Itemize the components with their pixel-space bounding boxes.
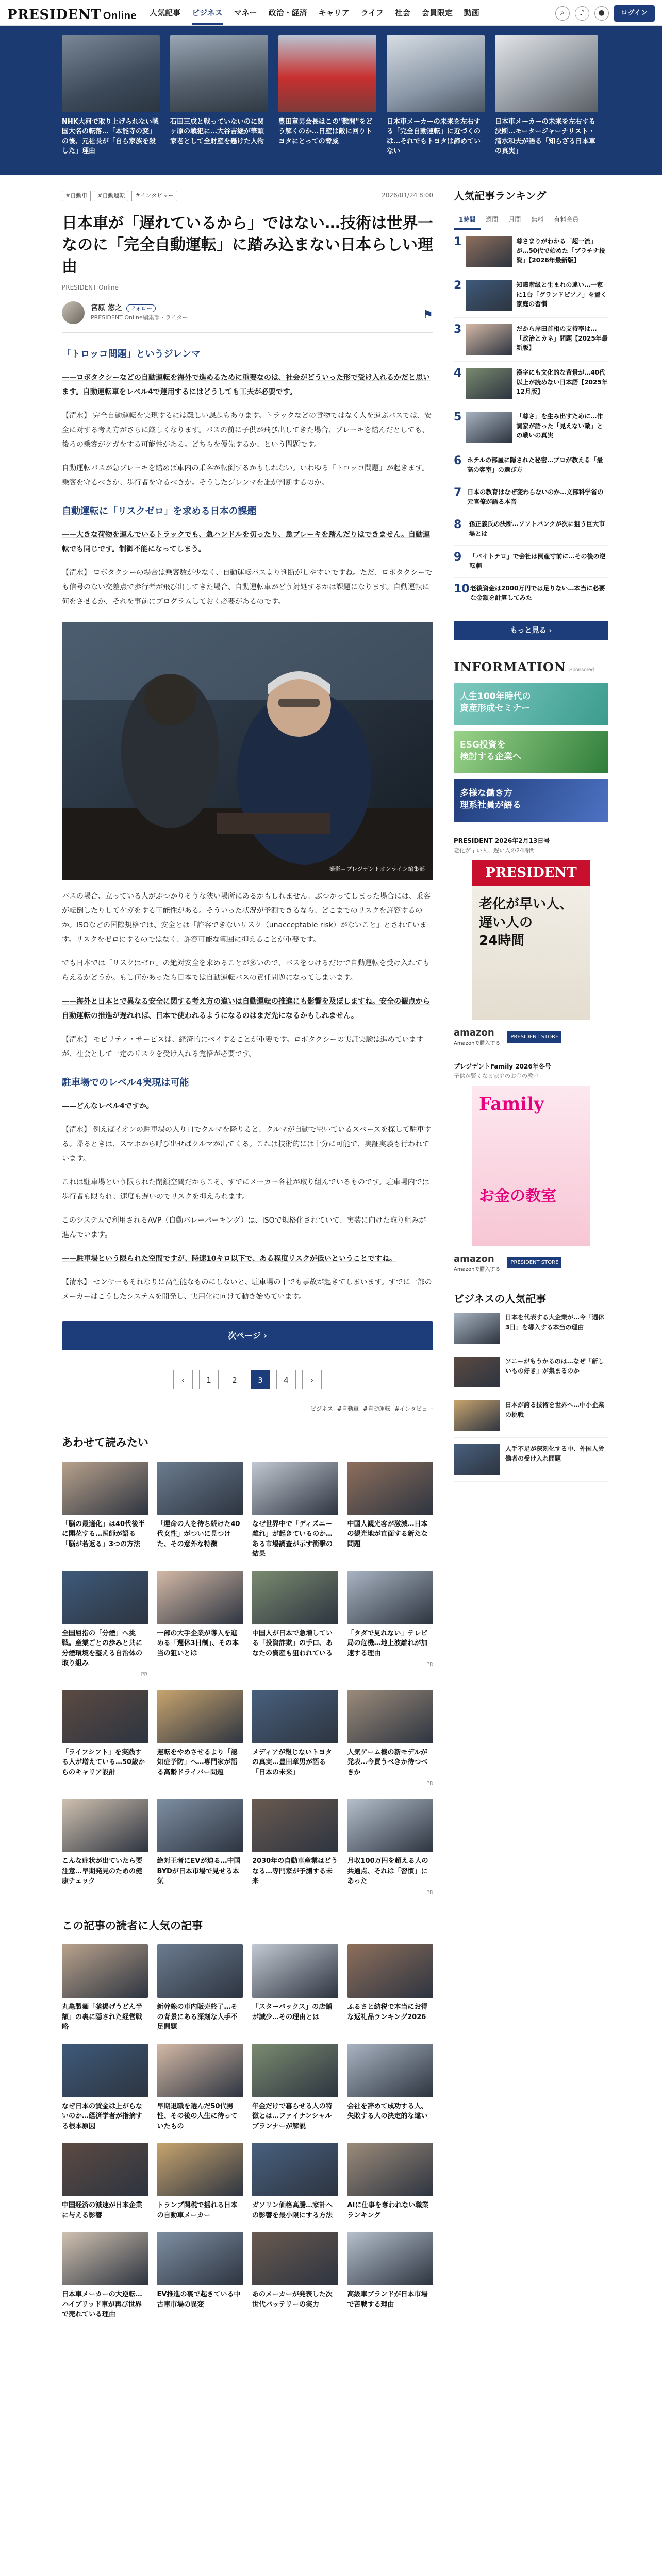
- sponsored-label: PR: [426, 1889, 433, 1895]
- header-actions: [555, 5, 655, 22]
- body-paragraph: これは駐車場という限られた閉鎖空間だからこそ、すでにメーカー各社が取り組んでいるものです。駐車場内では歩行者も限られ、速度も遅いのでリスクを抑えられます。: [62, 1178, 429, 1201]
- biz-item[interactable]: [454, 1350, 608, 1394]
- article-title: 日本車が「遅れているから」ではない…技術は世界一なのに「完全自動運転」に踏み込まない日本らしい理由: [62, 214, 433, 276]
- biz-title-text: 日本が誇る技術を世界へ…中小企業の挑戦: [505, 1401, 605, 1418]
- related-title: あわせて読みたい: [62, 1436, 148, 1449]
- chevron-right-icon: ›: [549, 626, 552, 635]
- article-card[interactable]: [157, 1944, 243, 2032]
- card-thumbnail: [62, 2044, 148, 2097]
- body-paragraph: 【清水】 完全自動運転を実現するには難しい課題もあります。トラックなどの貨物ではなく人を運ぶバスでは、安全に対する考え方がさらに厳しくなります。バスの前に子供が飛び出してきた場合、ブレーキを踏んだとしても、後ろの乗客がケガをする可能性がある。どちらを優先するか、という問題です。: [62, 411, 432, 449]
- rank-title: ホテルの部屋に隠された秘密…プロが教える「最高の客室」の選び方: [467, 456, 603, 473]
- article-card[interactable]: [157, 1690, 243, 1788]
- card-title: 高級車ブランドが日本市場で苦戦する理由: [347, 2291, 428, 2309]
- article-tag[interactable]: #インタビュー: [131, 191, 177, 201]
- tab-week[interactable]: 週間: [486, 216, 499, 223]
- card-thumbnail: [252, 2232, 338, 2285]
- card-title: 「脳の最適化」は40代後半に開花する…医師が語る「脳が若返る」3つの方法: [62, 1520, 145, 1548]
- author-info: [91, 303, 188, 323]
- rank-thumbnail: [466, 412, 512, 443]
- card-title: 運転をやめさせるより「認知症予防」へ…専門家が語る高齢ドライバー問題: [157, 1748, 238, 1776]
- card-title: 丸亀製麺「釜揚げうどん半額」の裏に隠された経営戦略: [62, 2003, 143, 2031]
- card-thumbnail: [62, 1462, 148, 1515]
- cover-masthead: Family: [479, 1093, 544, 1114]
- card-title: なぜ世界中で「ディズニー離れ」が起きているのか…ある市場調査が示す衝撃の結果: [252, 1520, 333, 1558]
- rank-title: 知識階級と生まれの違い…一家に1台「グランドピアノ」を置く家庭の習慣: [516, 281, 607, 308]
- rank-title: 孫正義氏の決断…ソフトバンクが次に狙う巨大市場とは: [469, 520, 605, 537]
- page-number[interactable]: 2: [225, 1370, 244, 1389]
- next-page-button[interactable]: [62, 1321, 433, 1350]
- hero-image: [170, 35, 268, 112]
- card-title: EV推進の裏で起きている中古車市場の異変: [157, 2291, 241, 2309]
- article-card[interactable]: [62, 1799, 148, 1896]
- card-title: 人気ゲーム機の新モデルが発表…今買うべきか待つべきか: [347, 1748, 428, 1776]
- card-thumbnail: [347, 2232, 434, 2285]
- biz-item[interactable]: [454, 1394, 608, 1438]
- hero-card[interactable]: [495, 35, 598, 156]
- body-paragraph: ——ロボタクシーなどの自動運転を海外で進めるために重要なのは、社会がどういった形で受け入れるかだと思います。自動運転車をレベル4で運用するにはどうしても工夫が必要です。: [62, 373, 430, 396]
- body-paragraph: ——大きな荷物を運んでいるトラックでも、急ハンドルを切ったり、急ブレーキを踏んだりはできません。自動運転でも同じです。制御不能になってしまう。: [62, 530, 430, 553]
- hero-image: [495, 35, 598, 112]
- readers-title: この記事の読者に人気の記事: [62, 1919, 203, 1932]
- bell-icon[interactable]: ♪: [575, 6, 589, 21]
- nav-politics[interactable]: 政治・経済: [268, 8, 307, 18]
- hero-card[interactable]: [278, 35, 376, 147]
- more-label: もっと見る: [510, 626, 547, 635]
- nav-popular[interactable]: 人気記事: [150, 8, 181, 18]
- card-title: トランプ関税で揺れる日本の自動車メーカー: [157, 2201, 238, 2219]
- rank-number: 3: [454, 323, 462, 336]
- amazon-label: Amazonで購入する: [454, 1041, 501, 1047]
- card-title: メディアが報じないトヨタの真実…豊田章男が語る「日本の未来」: [252, 1748, 332, 1776]
- search-icon[interactable]: ⌕: [555, 6, 570, 21]
- ranking-item[interactable]: [454, 230, 608, 274]
- card-thumbnail: [62, 1571, 148, 1624]
- sponsored-label: PR: [426, 1781, 433, 1786]
- tab-hour[interactable]: 1時間: [454, 211, 481, 230]
- card-thumbnail: [252, 1944, 338, 1998]
- magazine-cover[interactable]: [472, 860, 590, 1020]
- rank-number: 7: [454, 486, 462, 500]
- bottom-tag[interactable]: ビジネス: [310, 1405, 333, 1412]
- cover-headline: お金の教室: [479, 1187, 556, 1205]
- nav-society[interactable]: 社会: [394, 8, 410, 18]
- hero-title: 石田三成と戦っていないのに関ヶ原の戦犯に…大谷吉継が筆頭家老として全財産を懸けた人物: [170, 118, 264, 145]
- tab-month[interactable]: 月間: [508, 216, 521, 223]
- card-title: 全国屈指の「分煙」へ挑戦。産業ごとの歩みと共に分煙環境を整える自治体の取り組み: [62, 1629, 143, 1667]
- card-title: 新幹線の車内販売終了…その背景にある深刻な人手不足問題: [157, 2003, 238, 2031]
- article-card[interactable]: [62, 1462, 148, 1560]
- card-title: ガソリン価格高騰…家計への影響を最小限にする方法: [252, 2201, 333, 2219]
- article-card[interactable]: [62, 2232, 148, 2320]
- magazine-caption: プレジデントFamily 2026年冬号: [454, 1063, 551, 1071]
- cover-headline: 老化が早い人、 遅い人の 24時間: [479, 896, 573, 948]
- store-logo: PRESIDENT STORE: [507, 1257, 561, 1268]
- ranking-title: 人気記事ランキング: [454, 190, 547, 202]
- bottom-tags: [62, 1405, 433, 1414]
- rank-title: 日本の教育はなぜ変わらないのか…文部科学省の元官僚が語る本音: [467, 488, 604, 505]
- rank-title: 尊さまりがわかる「超一流」が…50代で始めた「プラチナ投資」【2026年最新版】: [516, 238, 606, 264]
- biz-list: [454, 1307, 608, 1482]
- body-paragraph: このシステムで利用されるAVP（自動バレーパーキング）は、ISOで規格化されていて、実装に向けた取り組みが進んでいます。: [62, 1216, 426, 1239]
- article-card[interactable]: [347, 1690, 434, 1788]
- section-heading: 駐車場でのレベル4実現は可能: [62, 1077, 189, 1088]
- magazine-subtitle: 老化が早い人、遅い人の24時間: [454, 846, 535, 854]
- card-thumbnail: [347, 1690, 434, 1743]
- hero-band: [0, 26, 662, 175]
- card-title: 月収100万円を超える人の共通点、それは「習慣」にあった: [347, 1857, 428, 1885]
- magazine-president: [454, 836, 608, 1048]
- card-title: あのメーカーが発表した次世代バッテリーの実力: [252, 2291, 333, 2309]
- body-paragraph: 自動運転バスが急ブレーキを踏めば車内の乗客が転倒するかもしれない。いわゆる「トロッコ問題」が起きます。乗客を守るべきか、歩行者を守るべきか。そうしたジレンマを誰が判断するのか。: [62, 464, 429, 487]
- bottom-tag[interactable]: #自動車: [337, 1405, 359, 1412]
- biz-title: ビジネスの人気記事: [454, 1292, 547, 1305]
- chevron-right-icon: ›: [263, 1330, 267, 1341]
- rank-number: 5: [454, 411, 462, 423]
- card-thumbnail: [252, 1571, 338, 1624]
- biz-thumbnail: [454, 1444, 500, 1475]
- card-thumbnail: [157, 2044, 243, 2097]
- more-button[interactable]: [454, 621, 608, 640]
- biz-item[interactable]: [454, 1307, 608, 1350]
- article-card[interactable]: [347, 2044, 434, 2132]
- card-thumbnail: [157, 1571, 243, 1624]
- article-tag[interactable]: #自動車: [62, 191, 91, 201]
- body-paragraph: 【清水】 例えばイオンの駐車場の入り口でクルマを降りると、クルマが自動で空いているスペースを探して駐車する。帰るときは、スマホから呼び出せばクルマが出てくる。これは技術的には十分に可能で、実証実験も行われています。: [62, 1125, 432, 1163]
- card-thumbnail: [252, 1462, 338, 1515]
- article-photo: [62, 622, 433, 880]
- card-thumbnail: [157, 1944, 243, 1998]
- card-thumbnail: [62, 2143, 148, 2196]
- card-title: 「タダで見れない」テレビ局の危機…地上波離れが加速する理由: [347, 1629, 428, 1657]
- tab-free[interactable]: 無料: [531, 216, 544, 223]
- biz-title-text: ソニーがもうかるのは…なぜ「新しいもの好き」が集まるのか: [505, 1357, 604, 1375]
- article-card[interactable]: [252, 1690, 338, 1788]
- page-number[interactable]: 4: [276, 1370, 296, 1389]
- publish-date: 2026/01/24 8:00: [382, 192, 433, 199]
- interview-photo-illustration: [62, 622, 433, 880]
- card-title: 一部の大手企業が導入を進める「週休3日制」、その本当の狙いとは: [157, 1629, 239, 1657]
- card-thumbnail: [157, 1690, 243, 1743]
- card-thumbnail: [157, 2143, 243, 2196]
- ranking-item[interactable]: [454, 362, 608, 405]
- author-avatar[interactable]: [62, 301, 85, 324]
- banner-text: 人生100年時代の 資産形成セミナー: [460, 691, 531, 714]
- rank-number: 2: [454, 279, 462, 292]
- amazon-label: Amazonで購入する: [454, 1266, 501, 1273]
- biz-thumbnail: [454, 1313, 500, 1344]
- card-title: 年金だけで暮らせる人の特徴とは…ファイナンシャルプランナーが解説: [252, 2102, 333, 2130]
- card-thumbnail: [252, 2143, 338, 2196]
- body-paragraph: 【清水】 センサーもそれなりに高性能なものにしないと、駐車場の中でも事故が起きてしまいます。すでに一部のメーカーはこうしたシステムを開発し、実用化に向けて動き始めています。: [62, 1278, 432, 1301]
- ranking-tabs: [454, 211, 608, 230]
- photo-caption: 撮影＝プレジデントオンライン編集部: [329, 866, 425, 872]
- banner-text: ESG投資を 検討する企業へ: [460, 739, 521, 762]
- rank-title: 「尊さ」を生み出すために…作詞家が語った「見えない敵」との戦いの真実: [516, 413, 603, 439]
- body-paragraph: バスの場合、立っている人がぶつかりそうな狭い場所にあるかもしれません。ぶつかってしまった場合には、乗客が転倒したりしてケガをする可能性がある。そういった状況が予測できるなら、どこまでのリスクを許容するのか。ISOなどの国際規格では、安全とは「許容できないリスク（unacceptable risk）がないこと」とされています。リスクをゼロにするのではなく、許容可能な範囲に抑えることが重要です。: [62, 892, 431, 944]
- hero-image: [387, 35, 485, 112]
- article-card[interactable]: [347, 1462, 434, 1560]
- rank-number: 4: [454, 367, 462, 380]
- card-title: 日本車メーカーの大逆転…ハイブリッド車が再び世界で売れている理由: [62, 2291, 142, 2318]
- hero-title: 日本車メーカーの未来を左右する「完全自動運転」に近づくのは…それでもトヨタは諦めていない: [387, 118, 481, 155]
- article-card[interactable]: [62, 1690, 148, 1788]
- author-role: PRESIDENT Online編集部・ライター: [91, 314, 188, 321]
- president-store-link[interactable]: [507, 1031, 561, 1043]
- hero-image: [278, 35, 376, 112]
- body-paragraph: 【清水】 モビリティ・サービスは、経済的にペイすることが重要です。ロボタクシーの実証実験は進めていますが、社会として一定のリスクを受け入れる覚悟が必要です。: [62, 1035, 424, 1058]
- card-title: なぜ日本の賃金は上がらないのか…経済学者が指摘する根本原因: [62, 2102, 143, 2130]
- article-card[interactable]: [252, 2232, 338, 2320]
- rank-thumbnail: [466, 368, 512, 399]
- article-card[interactable]: [62, 1944, 148, 2032]
- magazine-subtitle: 子供が賢くなる家庭のお金の教室: [454, 1073, 539, 1080]
- card-title: 中国人が日本で急増している「投資詐欺」の手口、あなたの資産も狙われている: [252, 1629, 333, 1657]
- card-title: 早期退職を選んだ50代男性、その後の人生に待っていたもの: [157, 2102, 238, 2130]
- body-paragraph: ——海外と日本とで異なる安全に関する考え方の違いは自動運転の推進にも影響を及ぼしますね。安全の観点から自動運転の推進が遅れれば、日本で使われるようになるのはまだ先になるかもしれません。: [62, 997, 430, 1020]
- article-card[interactable]: [252, 2044, 338, 2132]
- amazon-logo: amazon: [454, 1253, 494, 1264]
- ranking-item[interactable]: [454, 546, 608, 578]
- information-heading: [454, 658, 608, 676]
- user-icon[interactable]: ●: [594, 6, 609, 21]
- prev-page-button[interactable]: ‹: [173, 1370, 193, 1389]
- article-tag[interactable]: #自動運転: [94, 191, 128, 201]
- article-column: [62, 191, 433, 2320]
- article-card[interactable]: [157, 1799, 243, 1896]
- nav-members[interactable]: 会員限定: [421, 8, 453, 18]
- article-card[interactable]: [252, 1462, 338, 1560]
- nav-money[interactable]: マネー: [234, 8, 257, 18]
- card-thumbnail: [252, 2044, 338, 2097]
- article-card[interactable]: [347, 1799, 434, 1896]
- info-banner[interactable]: [454, 779, 608, 822]
- section-heading: 自動運転に「リスクゼロ」を求める日本の課題: [62, 505, 257, 517]
- nav-career[interactable]: キャリア: [318, 8, 350, 18]
- card-thumbnail: [347, 1799, 434, 1852]
- rank-number: 6: [454, 454, 462, 467]
- login-button[interactable]: ログイン: [614, 5, 655, 22]
- page-number[interactable]: 1: [199, 1370, 219, 1389]
- rank-title: 「バイトテロ」で会社は倒産寸前に…その後の逆転劇: [469, 552, 606, 570]
- body-paragraph: ——駐車場という限られた空間ですが、時速10キロ以下で、ある程度リスクが低いということですね。: [62, 1254, 396, 1263]
- biz-title-text: 日本を代表する大企業が…今「週休3日」を導入する本当の理由: [505, 1313, 605, 1331]
- card-title: 「スターバックス」の店舗が減少…その理由とは: [252, 2003, 333, 2021]
- nav-life[interactable]: ライフ: [360, 8, 384, 18]
- rank-thumbnail: [466, 324, 512, 355]
- readers-grid: [62, 1944, 433, 2320]
- amazon-link[interactable]: [454, 1252, 500, 1274]
- article-card[interactable]: [252, 1571, 338, 1679]
- ranking-list: [454, 230, 608, 609]
- card-thumbnail: [62, 1944, 148, 1998]
- article-card[interactable]: [347, 1944, 434, 2032]
- sponsored-label: PR: [141, 1671, 148, 1677]
- article-card[interactable]: [62, 1571, 148, 1679]
- site-logo[interactable]: PRESIDENT Online: [7, 7, 137, 23]
- biz-item[interactable]: [454, 1438, 608, 1482]
- article-card[interactable]: [157, 1571, 243, 1679]
- card-thumbnail: [157, 1462, 243, 1515]
- info-banner[interactable]: [454, 683, 608, 725]
- ranking-item[interactable]: [454, 513, 608, 545]
- info-banner[interactable]: [454, 731, 608, 773]
- follow-button[interactable]: フォロー: [126, 304, 156, 312]
- body-paragraph: 【清水】 ロボタクシーの場合は乗客数が少なく、自動運転バスより判断がしやすいですね。ただ、ロボタクシーでも信号のない交差点で歩行者が飛び出してきた場合、自動運転車がどう対処するかは課題になります。自動運転に何をさせるか、それを事前にプログラムしておく必要があるのです。: [62, 568, 433, 606]
- body-paragraph: ——どんなレベル4ですか。: [62, 1101, 154, 1110]
- card-thumbnail: [347, 1944, 434, 1998]
- article-card[interactable]: [62, 2044, 148, 2132]
- store-logo: PRESIDENT STORE: [507, 1031, 561, 1043]
- card-title: 中国経済の減速が日本企業に与える影響: [62, 2201, 143, 2219]
- card-title: 「運命の人を待ち続けた40代女性」がついに見つけた、その意外な特徴: [157, 1520, 240, 1548]
- hero-title: 日本車メーカーの未来を左右する決断…モータージャーナリスト・清水和夫が語る「知らざる日本車の真実」: [495, 118, 596, 155]
- article-meta: [62, 191, 433, 201]
- ranking-item[interactable]: [454, 405, 608, 449]
- article-tags: [62, 191, 433, 201]
- ranking-item[interactable]: [454, 274, 608, 318]
- card-title: こんな症状が出ていたら要注意…早期発見のための健康チェック: [62, 1857, 143, 1885]
- card-thumbnail: [347, 2143, 434, 2196]
- next-page-label: 次ページ: [228, 1330, 261, 1341]
- card-title: AIに仕事を奪われない職業ランキング: [347, 2201, 429, 2219]
- tab-paid[interactable]: 有料会員: [554, 216, 579, 223]
- rank-title: 老後資金は2000万円では足りない…本当に必要な金額を計算してみた: [470, 584, 605, 602]
- card-thumbnail: [62, 1799, 148, 1852]
- bookmark-icon[interactable]: ⚑: [423, 308, 433, 321]
- bottom-tag[interactable]: #自動運転: [363, 1405, 391, 1412]
- card-title: ふるさと納税で本当にお得な返礼品ランキング2026: [347, 2003, 428, 2021]
- section-heading: 「トロッコ問題」というジレンマ: [62, 348, 201, 360]
- main-nav: [150, 7, 479, 25]
- store-links: [454, 1252, 608, 1274]
- card-thumbnail: [347, 1571, 434, 1624]
- sponsored-label: Sponsored: [569, 667, 594, 673]
- article-card[interactable]: [347, 2232, 434, 2320]
- hero-title: NHK大河で取り上げられない戦国大名の転落…「本能寺の変」の後、元社長が「自ら家族を殺した」理由: [62, 118, 159, 155]
- card-thumbnail: [157, 1799, 243, 1852]
- article-card[interactable]: [157, 2232, 243, 2320]
- page-number[interactable]: 3: [251, 1370, 270, 1389]
- card-title: 絶対王者にEVが迫る…中国BYDが日本市場で見せる本気: [157, 1857, 241, 1885]
- nav-video[interactable]: 動画: [464, 8, 479, 18]
- hero-title: 豊田章男会長はこの"難問"をどう解くのか…日産は敵に回りトヨタにとっての脅威: [278, 118, 373, 145]
- divider: [62, 332, 433, 333]
- cover-masthead: PRESIDENT: [472, 860, 590, 886]
- biz-title-text: 人手不足が深刻化する中、外国人労働者の受け入れ問題: [505, 1445, 605, 1462]
- ranking-item[interactable]: [454, 481, 608, 513]
- article-card[interactable]: [62, 2143, 148, 2221]
- ranking-item[interactable]: [454, 578, 608, 609]
- author-name[interactable]: 宮原 悠之: [91, 303, 122, 312]
- site-header: [0, 0, 662, 26]
- source-label: PRESIDENT Online: [62, 283, 119, 291]
- rank-number: 9: [454, 550, 462, 564]
- rank-number: 8: [454, 518, 462, 532]
- article-card[interactable]: [157, 2143, 243, 2221]
- card-thumbnail: [347, 1462, 434, 1515]
- biz-thumbnail: [454, 1357, 500, 1387]
- article-card[interactable]: [252, 1799, 338, 1896]
- next-page-arrow[interactable]: ›: [302, 1370, 322, 1389]
- hero-card[interactable]: [387, 35, 485, 156]
- rank-title: 漢字にも文化的な背景が…40代以上が読めない日本語【2025年12月版】: [516, 369, 608, 396]
- card-title: 「ライフシフト」を実践する人が増えている…50歳からのキャリア設計: [62, 1748, 145, 1776]
- hero-image: [62, 35, 160, 112]
- rank-number: 10: [454, 582, 470, 596]
- banner-text: 多様な働き方 理系社員が語る: [460, 788, 521, 810]
- card-thumbnail: [62, 2232, 148, 2285]
- president-store-link[interactable]: [507, 1257, 561, 1268]
- ranking-item[interactable]: [454, 318, 608, 362]
- rank-thumbnail: [466, 280, 512, 311]
- pagination: [62, 1370, 433, 1389]
- amazon-link[interactable]: [454, 1026, 500, 1047]
- biz-thumbnail: [454, 1400, 500, 1431]
- article-card[interactable]: [157, 1462, 243, 1560]
- article-card[interactable]: [157, 2044, 243, 2132]
- card-title: 会社を辞めて成功する人、失敗する人の決定的な違い: [347, 2102, 428, 2120]
- card-thumbnail: [252, 1690, 338, 1743]
- author-row: [62, 301, 433, 324]
- magazine-cover[interactable]: [472, 1086, 590, 1246]
- hero-card[interactable]: [62, 35, 160, 156]
- rank-title: だから岸田首相の支持率は…「政治とカネ」問題【2025年最新版】: [516, 325, 608, 352]
- bottom-tag[interactable]: #インタビュー: [394, 1405, 433, 1412]
- article-card[interactable]: [252, 2143, 338, 2221]
- article-card[interactable]: [347, 2143, 434, 2221]
- sponsored-label: PR: [426, 1662, 433, 1667]
- card-thumbnail: [157, 2232, 243, 2285]
- magazine-family: [454, 1062, 608, 1274]
- related-grid: [62, 1462, 433, 1896]
- article-card[interactable]: [347, 1571, 434, 1679]
- card-title: 中国人観光客が激減…日本の観光地が直面する新たな問題: [347, 1520, 428, 1548]
- body-paragraph: でも日本では「リスクはゼロ」の絶対安全を求めることが多いので、バスをつけるだけで自動運転を受け入れてもらえるかどうか。もし何かあったら日本では自動運転バスの責任問題になってしまいます。: [62, 959, 430, 982]
- rank-thumbnail: [466, 236, 512, 267]
- nav-business[interactable]: ビジネス: [192, 7, 223, 25]
- card-thumbnail: [347, 2044, 434, 2097]
- information-title: INFORMATION: [454, 659, 566, 674]
- amazon-logo: amazon: [454, 1027, 494, 1039]
- hero-card[interactable]: [170, 35, 268, 147]
- card-title: 2030年の自動車産業はどうなる…専門家が予測する未来: [252, 1857, 338, 1885]
- card-thumbnail: [62, 1690, 148, 1743]
- article-card[interactable]: [252, 1944, 338, 2032]
- ranking-item[interactable]: [454, 449, 608, 481]
- magazine-caption: PRESIDENT 2026年2月13日号: [454, 837, 550, 844]
- card-thumbnail: [252, 1799, 338, 1852]
- store-links: [454, 1026, 608, 1047]
- rank-number: 1: [454, 235, 462, 248]
- sidebar: [454, 188, 608, 1482]
